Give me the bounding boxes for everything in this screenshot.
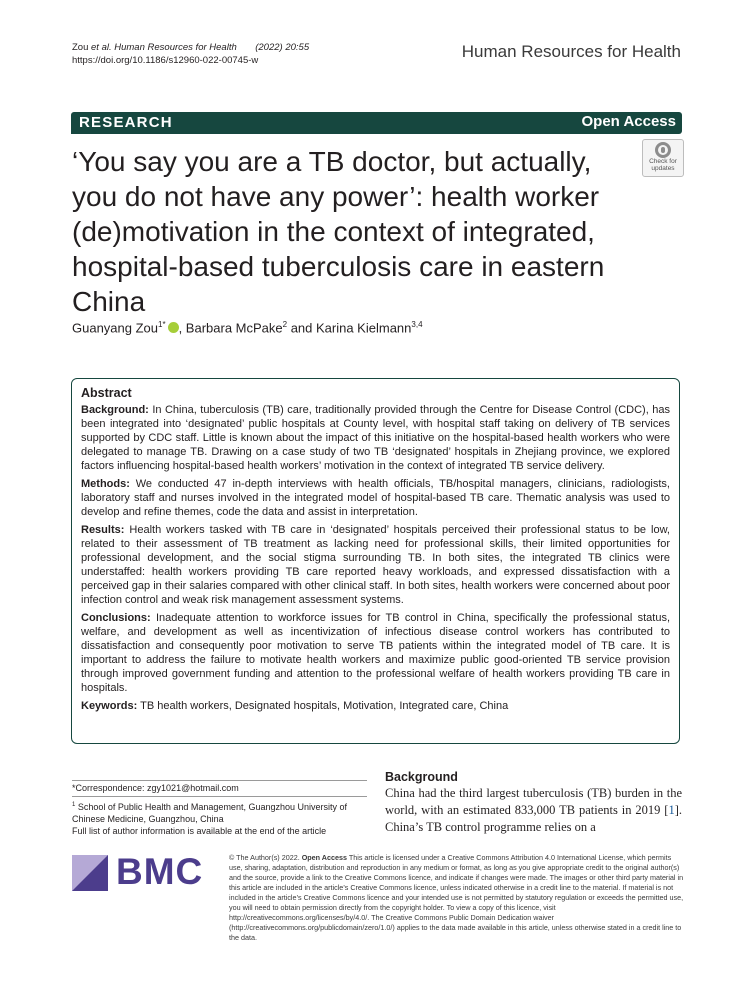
results-text: Health workers tasked with TB care in ‘designated’ hospitals perceived their professional status to be low, related to their assessment of TB treatment as lacking need for professional skills, their limited opportunities for professional development, and the social stigma surrounding TB. In both sites, the integrated TB clinics were understaffed: health workers providing TB care reported heavy workloads, and expressed dissatisfaction with a perceived gap in their salaries compared with other clinical staff. In both sites, health workers were concerned about poor infection control and weak risk management assessment systems. bbox=[81, 524, 670, 606]
background-label: Background: bbox=[81, 404, 149, 416]
license-text: This article is licensed under a Creative Commons Attribution 4.0 International License, which permits use, sharing, adaptation, distribution and reproduction in any medium or format, as long as you give appropriate credit to the original author(s) and the source, provide a link to the Creative Commons licence, and indicate if changes were made. The images or other third party material in this article are included in the article’s Creative Commons licence, unless indicated otherwise in a credit line to the material. If material is not included in the article’s Creative Commons licence and your intended use is not permitted by statutory regulation or exceeds the permitted use, you will need to obtain permission directly from the copyright holder. To view a copy of this licence, visit http://creativecommons.org/licenses/by/4.0/. The Creative Commons Public Domain Dedication waiver (http://creativecommons.org/publicdomain/zero/1.0/) applies to the data made available in this article, unless otherwise stated in a credit line to the data. bbox=[229, 853, 684, 942]
keywords-label: Keywords: bbox=[81, 700, 138, 712]
bmc-logo-text: BMC bbox=[116, 851, 204, 892]
author-1[interactable]: Guanyang Zou bbox=[72, 320, 159, 336]
conclusions-text: Inadequate attention to workforce issues for TB control in China, specifically the professional status, welfare, and development as well as incentivization of infectious disease control workers has contributed to dissatisfaction and consequently poor motivation to serve TB patients within the integrated model of TB care. It is important to address the failure to motivate health workers and maximize public good-oriented TB service provision through improved government funding and attention to the professional welfare of health workers providing TB care in hospitals. bbox=[81, 612, 671, 694]
background-heading: Background bbox=[385, 770, 458, 784]
check-for-updates-icon bbox=[655, 142, 671, 158]
methods-label: Methods: bbox=[81, 478, 130, 490]
citation-header bbox=[72, 41, 309, 67]
check-for-updates-line2: updates bbox=[651, 165, 675, 172]
affiliation-number: 1 bbox=[72, 802, 76, 808]
abstract-methods bbox=[81, 477, 670, 519]
abstract-heading: Abstract bbox=[81, 386, 132, 400]
article-type-banner bbox=[71, 112, 682, 134]
background-text-1: China had the third largest tuberculosis (TB) burden in the world, with an estimated 833,000 TB patients in 2019 [ bbox=[385, 786, 682, 817]
bmc-logo bbox=[72, 851, 212, 895]
journal-name: Human Resources for Health bbox=[461, 42, 681, 61]
reference-link[interactable]: 1 bbox=[668, 803, 675, 817]
abstract-conclusions bbox=[81, 611, 670, 695]
conclusions-label: Conclusions: bbox=[81, 612, 151, 624]
methods-text: We conducted 47 in-depth interviews with health officials, TB/hospital managers, clinicians, radiologists, laboratory staff and nurses involved in the integrated model of hospital-based TB care. Thematic analysis was used to develop and refine themes, code the data and assist in interpretation. bbox=[81, 478, 670, 518]
affiliation-text: School of Public Health and Management, Guangzhou University of Chinese Medicine, Guangzhou, China bbox=[72, 802, 348, 824]
citation-journal: et al. Human Resources for Health bbox=[91, 42, 237, 53]
correspondence-note: *Correspondence: zgy1021@hotmail.com bbox=[72, 783, 239, 793]
citation-authors: Zou bbox=[72, 42, 92, 53]
doi-link[interactable]: https://doi.org/10.1186/s12960-022-00745-w bbox=[72, 55, 259, 66]
research-label: RESEARCH bbox=[79, 114, 173, 131]
results-label: Results: bbox=[81, 524, 125, 536]
author-1-affiliation: 1* bbox=[158, 320, 166, 329]
author-3[interactable]: and Karina Kielmann bbox=[287, 320, 412, 336]
check-for-updates-badge[interactable] bbox=[642, 139, 684, 177]
abstract-results bbox=[81, 523, 670, 607]
background-text-2: ]. China’s TB control programme relies on a bbox=[385, 803, 682, 834]
author-2[interactable]: , Barbara McPake bbox=[178, 320, 283, 336]
abstract-keywords bbox=[81, 699, 670, 713]
bmc-logo-triangle-icon bbox=[72, 855, 108, 891]
license-statement bbox=[229, 853, 684, 943]
citation-year: (2022) 20:55 bbox=[255, 42, 310, 53]
background-text: In China, tuberculosis (TB) care, traditionally provided through the Centre for Disease Control (CDC), has been integrated into ‘designated’ public hospitals at County level, with hospital staff taking on delivery of TB services supported by CDC staff. Little is known about the impact of this initiative on the hospital-based health workers who were delegated to manage TB. Drawing on a case study of two TB ‘designated’ hospitals in Zhejiang province, we explored factors influencing hospital-based health workers’ motivation in the context of integrated TB service delivery. bbox=[81, 404, 670, 472]
keywords-text: TB health workers, Designated hospitals, Motivation, Integrated care, China bbox=[140, 700, 509, 712]
author-list bbox=[72, 320, 423, 335]
license-copyright: © The Author(s) 2022. bbox=[229, 853, 302, 862]
affiliation-note bbox=[72, 799, 372, 837]
article-title: ‘You say you are a TB doctor, but actually, you do not have any power’: health worker (de)motivation in the context of integrated, hospital-based tuberculosis care in eastern China bbox=[72, 146, 605, 317]
author-2-affiliation: 2 bbox=[282, 320, 288, 329]
footnote-divider bbox=[72, 780, 367, 781]
license-open-access: Open Access bbox=[301, 853, 347, 862]
abstract-box bbox=[71, 378, 680, 744]
check-for-updates-line1: Check for bbox=[649, 158, 677, 165]
footnote-divider bbox=[72, 796, 367, 797]
abstract-background bbox=[81, 403, 670, 473]
open-access-label: Open Access bbox=[581, 113, 676, 130]
background-body bbox=[385, 785, 682, 836]
full-author-info-note: Full list of author information is available at the end of the article bbox=[72, 826, 327, 836]
author-3-affiliation: 3,4 bbox=[411, 320, 423, 329]
orcid-icon[interactable] bbox=[168, 322, 179, 333]
